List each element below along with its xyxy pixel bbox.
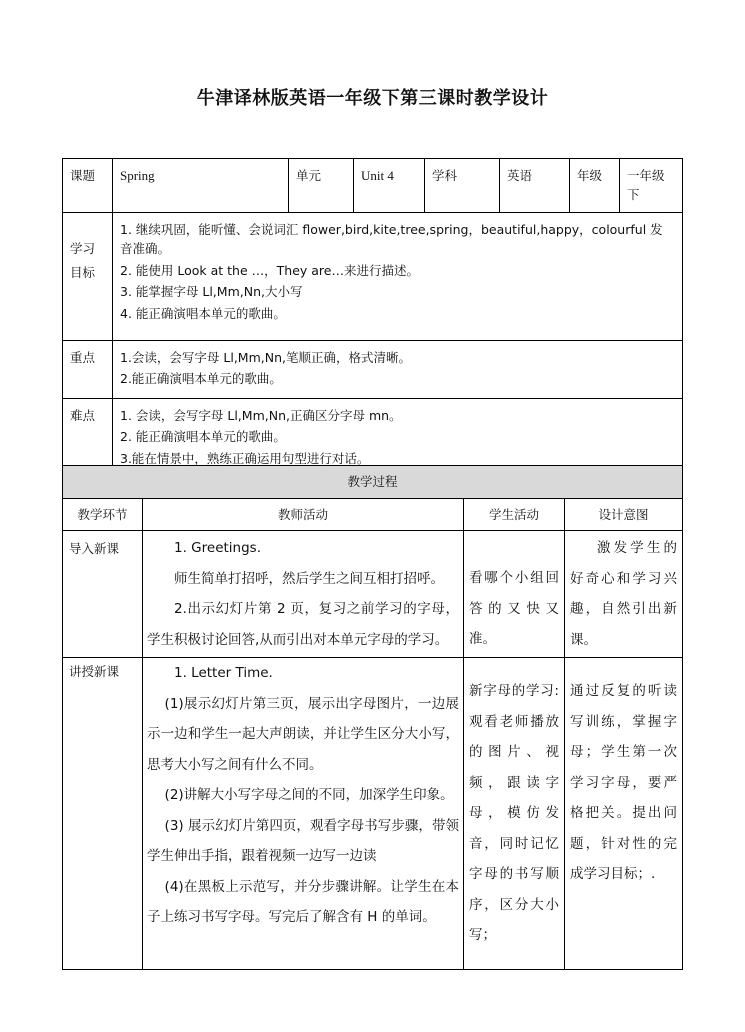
- teacher-step: 1. Letter Time.: [174, 665, 273, 682]
- column-header: 教师活动: [143, 499, 464, 531]
- course-info-table: [62, 158, 683, 478]
- student-activity-cell: [464, 658, 565, 970]
- student-activity-cell: [464, 531, 565, 658]
- unit-value: Unit 4: [354, 159, 425, 213]
- teacher-step: 师生简单打招呼，然后学生之间互相打招呼。: [174, 570, 444, 587]
- goal-item: 2. 能使用 Look at the …，They are…来进行描述。: [120, 262, 419, 278]
- goals-label: 学习目标: [63, 213, 113, 341]
- student-activity-text: 看哪个小组回答的又快又准。: [469, 570, 559, 648]
- goal-item: 4. 能正确演唱本单元的歌曲。: [120, 305, 286, 321]
- teacher-step: 1. Greetings.: [174, 540, 261, 557]
- key-point-item: 2.能正确演唱本单元的歌曲。: [120, 371, 282, 387]
- teacher-step: 2.出示幻灯片第 2 页，复习之前学习的字母，学生积极讨论回答,从而引出对本单元字母的学习。: [147, 601, 459, 648]
- design-intent-cell: [565, 658, 683, 970]
- teaching-process-table: [62, 465, 683, 970]
- column-header: 教学环节: [63, 499, 143, 531]
- teacher-step: (3) 展示幻灯片第四页，观看字母书写步骤，带领学生伸出手指，跟着视频一边写一边读: [147, 817, 459, 865]
- goals-content: [113, 213, 683, 341]
- column-header: 学生活动: [464, 499, 565, 531]
- unit-label: 单元: [289, 159, 354, 213]
- design-intent-text: 通过反复的听读写训练，掌握字母；学生第一次学习字母，要严格把关。提出问题，针对性的完成学习目标；.: [570, 683, 678, 883]
- teacher-activity-cell: [143, 531, 464, 658]
- page-title: 牛津译林版英语一年级下第三课时教学设计: [196, 88, 549, 109]
- key-points-content: [113, 341, 683, 399]
- design-intent-cell: [565, 531, 683, 658]
- key-point-item: 1.会读，会写字母 Ll,Mm,Nn,笔顺正确，格式清晰。: [120, 350, 411, 365]
- difficulties-label: 难点: [63, 398, 113, 477]
- grade-value: 一年级下: [620, 159, 683, 213]
- teacher-step: (4)在黑板上示范写，并分步骤讲解。让学生在本子上练习书写字母。写完后了解含有 H 的单词。: [147, 878, 459, 926]
- course-value: Spring: [113, 159, 289, 213]
- goal-item: 3. 能掌握字母 Ll,Mm,Nn,大小写: [120, 284, 303, 300]
- teacher-step: (2)讲解大小写字母之间的不同，加深学生印象。: [164, 787, 454, 804]
- design-intent-text: 激发学生的好奇心和学习兴趣，自然引出新课。: [570, 540, 678, 648]
- grade-label: 年级: [570, 159, 620, 213]
- goal-item: 1. 继续巩固，能听懂、会说词汇 flower,bird,kite,tree,spring，beautiful,happy，colourful 发音准确。: [120, 222, 663, 257]
- column-header: 设计意图: [565, 499, 683, 531]
- teacher-step: (1)展示幻灯片第三页，展示出字母图片，一边展示一边和学生一起大声朗读，并让学生区分大小写，思考大小写之间有什么不同。: [147, 695, 459, 773]
- stage-cell: 讲授新课: [63, 658, 143, 970]
- table-row: [63, 658, 683, 970]
- difficulty-item: 2. 能正确演唱本单元的歌曲。: [120, 429, 286, 445]
- teacher-activity-cell: [143, 658, 464, 970]
- stage-cell: 导入新课: [63, 531, 143, 658]
- key-points-label: 重点: [63, 341, 113, 399]
- process-header: 教学过程: [63, 466, 683, 499]
- table-row: [63, 531, 683, 658]
- difficulty-item: 1. 会读，会写字母 Ll,Mm,Nn,正确区分字母 mn。: [120, 407, 402, 423]
- course-label: 课题: [63, 159, 113, 213]
- difficulty-item: 3.能在情景中，熟练正确运用句型进行对话。: [120, 450, 370, 466]
- subject-value: 英语: [500, 159, 570, 213]
- student-activity-text: 新字母的学习:观看老师播放的图片、视频，跟读字母，模仿发音，同时记忆字母的书写顺序，区分大小写；: [469, 683, 559, 944]
- subject-label: 学科: [425, 159, 500, 213]
